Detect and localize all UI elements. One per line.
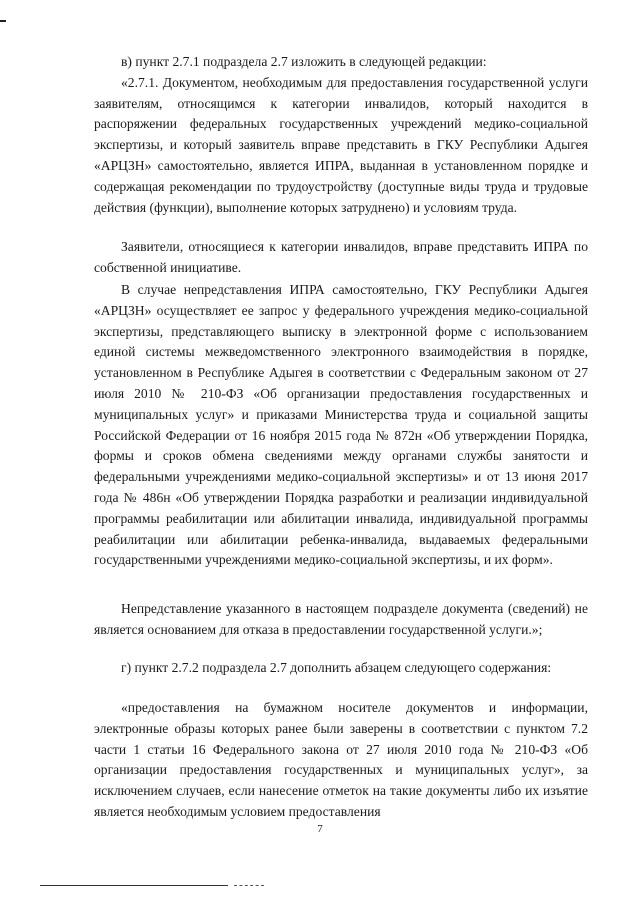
paragraph-group-4 bbox=[94, 599, 588, 641]
paragraph-non-submission-request: В случае непредставления ИПРА самостоятельно, ГКУ Республики Адыгея «АРЦЗН» осуществляет ее запрос у федерального учреждения медико-социальной экспертизы, представляющего выписку в электронной форме с использованием единой системы межведомственного электронного взаимодействия в порядке, установленном в Республике Адыгея в соответствии с Федеральным законом от 27 июля 2010 № 210-ФЗ «Об организации предоставления государственных и муниципальных услуг» и приказами Министерства труда и социальной защиты Российской Федерации от 16 ноября 2015 года № 872н «Об утверждении Порядка, формы и сроков обмена сведениями между органами службы занятости и федеральными учреждениями медико-социальной экспертизы» и от 13 июня 2017 года № 486н «Об утверждении Порядка разработки и реализации индивидуальной программы реабилитации или абилитации инвалида, индивидуальной программы реабилитации или абилитации ребенка-инвалида, выдаваемых федеральными государственными учреждениями медико-социальной экспертизы, и их форм». bbox=[94, 282, 588, 568]
paragraph-group-6 bbox=[94, 698, 588, 823]
paragraph-group-5 bbox=[94, 658, 588, 679]
paragraph-item-g: г) пункт 2.7.2 подраздела 2.7 дополнить абзацем следующего содержания: bbox=[121, 660, 552, 675]
scan-edge-mark bbox=[0, 20, 6, 22]
paragraph-paper-documents: «предоставления на бумажном носителе документов и информации, электронные образы которых ранее были заверены в соответствии с пунктом 7.2 части 1 статьи 16 Федерального закона от 27 июля 2010 года № 210-ФЗ «Об организации предоставления государственных и муниципальных услуг», за исключением случаев, если нанесение отметок на такие документы либо их изъятие является необходимым условием предоставления bbox=[94, 700, 588, 819]
footer-rule-dashed bbox=[234, 885, 264, 886]
paragraph-2-7-1: «2.7.1. Документом, необходимым для предоставления государственной услуги заявителям, относящимся к категории инвалидов, который находится в распоряжении федеральных государственных учреждений медико-социальной экспертизы, и который заявитель вправе представить в ГКУ Республики Адыгея «АРЦЗН» самостоятельно, является ИПРА, выданная в установленном порядке и содержащая рекомендации по трудоустройству (доступные виды труда и трудовые действия (функции), выполнение которых затруднено) и условиям труда. bbox=[94, 74, 588, 215]
page-number: 7 bbox=[317, 823, 323, 835]
paragraph-group-1 bbox=[94, 52, 588, 218]
paragraph-not-grounds-refusal: Непредставление указанного в настоящем подразделе документа (сведений) не является основанием для отказа в предоставлении государственной услуги.»; bbox=[94, 601, 588, 637]
paragraph-group-3 bbox=[94, 280, 588, 571]
paragraph-item-v: в) пункт 2.7.1 подраздела 2.7 изложить в следующей редакции: bbox=[121, 54, 487, 69]
paragraph-group-2 bbox=[94, 237, 588, 279]
paragraph-applicants: Заявители, относящиеся к категории инвалидов, вправе представить ИПРА по собственной инициативе. bbox=[94, 239, 588, 275]
footer-rule bbox=[40, 885, 228, 886]
